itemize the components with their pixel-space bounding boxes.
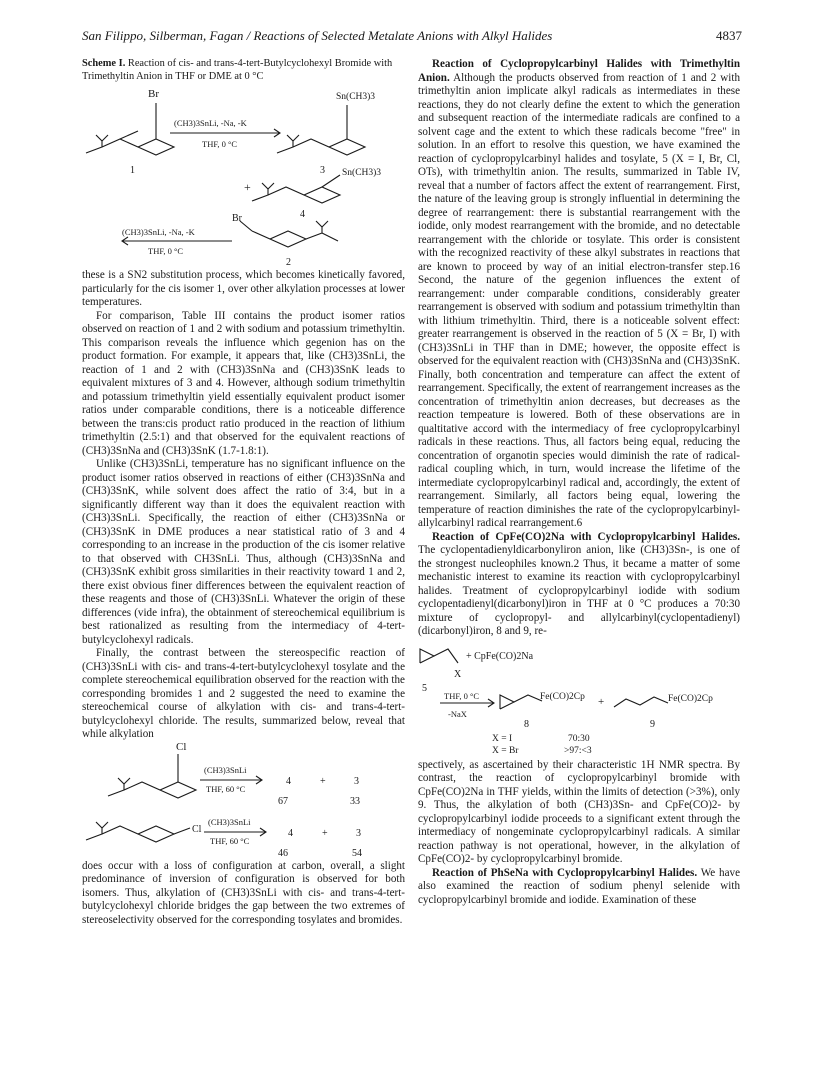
scheme1-br-low: Br bbox=[232, 213, 242, 224]
right-paragraph-1 bbox=[418, 58, 740, 531]
scheme3-conditions-1: THF, 0 °C bbox=[444, 690, 480, 701]
scheme2-cl-top: Cl bbox=[176, 741, 187, 753]
right-paragraph-2 bbox=[418, 531, 740, 639]
compound-1-label: 1 bbox=[130, 165, 135, 176]
right-paragraph-3: spectively, as ascertained by their characteristic 1H NMR spectra. By contrast, the reaction of cyclopropylcarbinyl bromide with CpFe(CO)2Na in THF yields, within the limits of detection (>3%), only 9. Thus, the alkylation of both (CH3)3Sn- and CpFe(CO)2- by cyclopropylcarbinyl iodide proceeds to a significant extent through the intermediacy of nongeminate cyclopropylcarbinyl radicals. A similar reaction pathway is not operational, however, in the alkylation of CpFe(CO)2- by cyclopropylcarbinyl bromide. bbox=[418, 758, 740, 865]
compound-2-label: 2 bbox=[286, 257, 291, 268]
scheme1-conditions-1: THF, 0 °C bbox=[202, 139, 238, 149]
scheme2-b-yield-3: 54 bbox=[352, 847, 362, 859]
left-paragraph-2: For comparison, Table III contains the product isomer ratios observed on reaction of 1 and 2 with sodium and potassium trimethyltin. This comparison reveals the influence which gegenion has on the product formation. For example, it appears that, like (CH3)3SnLi, the reaction of 1 and 2 with (CH3)3SnNa and (CH3)3SnK leads to equivalent mixtures of 3 and 4. However, although sodium trimethyltin and potassium trimethyltin yield essentially equivalent product isomer ratios under comparable conditions, there is a noticeable difference between the trans:cis product ratio produced in the reaction of lithium trimethyltin (2.5:1) and that observed for the equivalent reactions of (CH3)3SnNa and (CH3)3SnK (1.7-1.8:1). bbox=[82, 309, 405, 457]
scheme2-a-yield-4: 67 bbox=[278, 795, 288, 807]
scheme1-reagent-2: (CH3)3SnLi, -Na, -K bbox=[122, 227, 195, 237]
scheme3-row1-ratio: 70:30 bbox=[568, 733, 590, 744]
scheme-caption: Reaction of cis- and trans-4-tert-Butylcyclohexyl Bromide with Trimethyltin Anion in THF or DME at 0 °C bbox=[82, 58, 393, 82]
left-paragraph-4: Finally, the contrast between the stereospecific reaction of (CH3)3SnLi with cis- and trans-4-tert-butylcyclohexyl tosylate and the complete stereochemical equilibration observed for the reaction with the corresponding bromides 1 and 2 suggested the need to examine the stereochemical course of alkylation with cis- and trans-4-tert-butylcyclohexyl chloride. The results, summarized below, reveal that while alkylation bbox=[82, 647, 405, 740]
scheme2-b-product-4: 4 bbox=[288, 827, 293, 839]
scheme1-conditions-2: THF, 0 °C bbox=[148, 246, 184, 256]
right-paragraph-4-body: We have also examined the reaction of sodium phenyl selenide with cyclopropylcarbinyl bromide and iodide. Examination of these bbox=[418, 866, 740, 906]
compound-3-label: 3 bbox=[320, 165, 325, 176]
scheme-1-diagram bbox=[82, 83, 405, 269]
scheme2-conditions-a: THF, 60 °C bbox=[206, 783, 246, 794]
scheme1-sn-mid: Sn(CH3)3 bbox=[342, 168, 382, 178]
scheme1-reagent-1: (CH3)3SnLi, -Na, -K bbox=[174, 118, 247, 128]
scheme3-plus: + bbox=[598, 695, 605, 708]
left-paragraph-1: these is a SN2 substitution process, which becomes kinetically favored, particularly for the cis isomer 1, over other alkylation processes at lower temperatures. bbox=[82, 269, 405, 308]
scheme3-leaving-group: X bbox=[454, 668, 462, 680]
right-paragraph-2-body: The cyclopentadienyldicarbonyliron anion, like (CH3)3Sn-, is one of the strongest nucleophiles known.2 Thus, it became a matter of some mechanistic interest to examine its reaction with cyclopropylcarbinyl halides. Treatment of cyclopropylcarbinyl iodide with sodium cyclopentadienyl(dicarbonyl)iron in THF at 0 °C produces a 70:30 mixture of cyclopropyl- and allylcarbinyl(cyclopentadienyl)(dicarbonyl)iron, 8 and 9, re- bbox=[418, 544, 740, 637]
running-header bbox=[82, 28, 742, 48]
scheme2-reagent-b: (CH3)3SnLi bbox=[208, 816, 251, 827]
scheme1-sn-top: Sn(CH3)3 bbox=[336, 92, 376, 102]
scheme3-row2-ratio: >97:<3 bbox=[564, 745, 592, 756]
scheme2-cl-low: Cl bbox=[192, 823, 202, 835]
scheme2-reagent-a: (CH3)3SnLi bbox=[204, 764, 247, 775]
scheme-3-diagram bbox=[418, 639, 740, 759]
compound-4-label: 4 bbox=[300, 209, 305, 220]
scheme1-br-top: Br bbox=[148, 88, 159, 100]
section-heading-trimethyltin: Reaction of Cyclopropylcarbinyl Halides with Trimethyltin Anion. bbox=[418, 58, 740, 84]
scheme2-b-yield-4: 46 bbox=[278, 847, 288, 859]
left-column bbox=[82, 58, 405, 927]
left-paragraph-3: Unlike (CH3)3SnLi, temperature has no significant influence on the product isomer ratios observed in reactions of either (CH3)3SnNa and (CH3)3SnK, while solvent does affect the ratio of 3:4, but in a significantly different way than it does the equivalent reaction with (CH3)3SnLi. Specifically, the reaction of either (CH3)3SnNa or (CH3)3SnK in DME produces a near statistical ratio of 3 and 4 corresponding to an increase in the production of the cis isomer relative to that observed with CH3SnLi. Thus, although (CH3)3SnNa and (CH3)3SnK exhibit gross similarities in their reactivity toward 1 and 2, there exist obvious finer differences between the equivalent reaction of these reagents and those of (CH3)3SnLi. Whatever the origin of these differences (vide infra), the obtainment of stereochemical equilibrium is best rationalized as resulting from the intermediacy of 4-tert-butylcyclohexyl radicals. bbox=[82, 458, 405, 646]
scheme3-row2-halide: X = Br bbox=[492, 745, 519, 756]
left-paragraph-5: does occur with a loss of configuration at carbon, overall, a slight predominance of inversion of configuration is observed for both isomers. Thus, alkylation of (CH3)3SnLi with cis- and trans-4-tert-butylcyclohexyl chloride bridges the gap between the two extremes of stereoselectivity observed for the corresponding tosylates and bromides. bbox=[82, 859, 405, 926]
scheme2-conditions-b: THF, 60 °C bbox=[210, 835, 250, 846]
scheme-title bbox=[82, 58, 405, 83]
scheme3-conditions-2: -NaX bbox=[448, 708, 467, 719]
right-paragraph-1-body: Although the products observed from reaction of 1 and 2 with trimethyltin anion implicate alkyl radicals as intermediates in these reactions, they do not clearly define the extent to which the generation and subsequent reaction of the intermediate radicals are confined to a solvent cage and the extent to which these radicals become "free" in solution. In an effort to resolve this question, we have examined the reaction of cyclopropylcarbinyl halides and tosylate, 5 (X = I, Br, Cl, OTs), with trimethyltin anion. The results, summarized in Table IV, reveal that a number of factors affect the extent of rearrangement. First, the nature of the leaving group is strongly influential in determining the degree of rearrangement: there is substantial rearrangement with the iodide, only modest rearrangement with the bromide, and no detectable rearrangement with the chloride or tosylate. This order is consistent with the recognized reactivity of these alkyl substrates in reactions that are known to proceed by way of an initial electron-transfer step.16 Second, the nature of the gegenion influences the extent of rearrangement: under comparable conditions, considerably greater rearrangement is observed with sodium and potassium trimethyltin than with lithium trimethyltin. Third, there is a noticeable solvent effect: greater rearrangement is observed in the reaction of 5 (X = Br, I) with (CH3)3SnLi in THF than in DME; however, the opposite effect is observed for the equivalent reaction with (CH3)3SnNa and (CH3)3SnK. Finally, both concentration and temperature can affect the extent of rearrangement. Specifically, the extent of rearrangement increases as the concentration of trimethyltin anion decreases, but decreases as the reaction tempeature is lowered. Both of these observations are in qualtitative accord with the intermediacy of free cyclopropylcarbinyl radicals in these reactions. Thus, all factors being equal, reducing the concentration of organotin species would diminish the rate of radical-radical coupling which, in turn, would increase the lifetime of the intermediate cyclopropylcarbinyl radical and, accordingly, the extent of rearrangement. Similarly, all factors being equal, lowering the temperature of reaction diminishes the rate of the cyclopropylcarbinyl-allylcarbinyl radical rearrangement.6 bbox=[418, 71, 740, 529]
page-number: 4837 bbox=[716, 28, 742, 43]
right-paragraph-4 bbox=[418, 867, 740, 908]
scheme2-a-product-3: 3 bbox=[354, 775, 359, 787]
compound-5-label: 5 bbox=[422, 682, 427, 694]
compound-8-label: 8 bbox=[524, 718, 529, 730]
running-title: San Filippo, Silberman, Fagan / Reactions of Selected Metalate Anions with Alkyl Halides bbox=[82, 28, 553, 43]
scheme2-a-product-4: 4 bbox=[286, 775, 291, 787]
scheme3-product-8-fe: Fe(CO)2Cp bbox=[540, 691, 585, 702]
scheme2-b-product-3: 3 bbox=[356, 827, 361, 839]
right-column bbox=[418, 58, 740, 907]
scheme2-a-plus: + bbox=[320, 775, 326, 787]
scheme3-product-9-fe: Fe(CO)2Cp bbox=[668, 693, 713, 704]
section-heading-cpfe: Reaction of CpFe(CO)2Na with Cyclopropylcarbinyl Halides. bbox=[432, 530, 740, 543]
scheme3-reagent: + CpFe(CO)2Na bbox=[466, 650, 534, 662]
scheme1-plus: + bbox=[244, 180, 251, 194]
scheme3-row1-halide: X = I bbox=[492, 733, 513, 744]
scheme2-a-yield-3: 33 bbox=[350, 795, 360, 807]
scheme-2-diagram bbox=[82, 742, 405, 860]
scheme-label: Scheme I. bbox=[82, 58, 126, 69]
compound-9-label: 9 bbox=[650, 718, 655, 730]
scheme2-b-plus: + bbox=[322, 827, 328, 839]
section-heading-phsena: Reaction of PhSeNa with Cyclopropylcarbinyl Halides. bbox=[432, 866, 698, 879]
